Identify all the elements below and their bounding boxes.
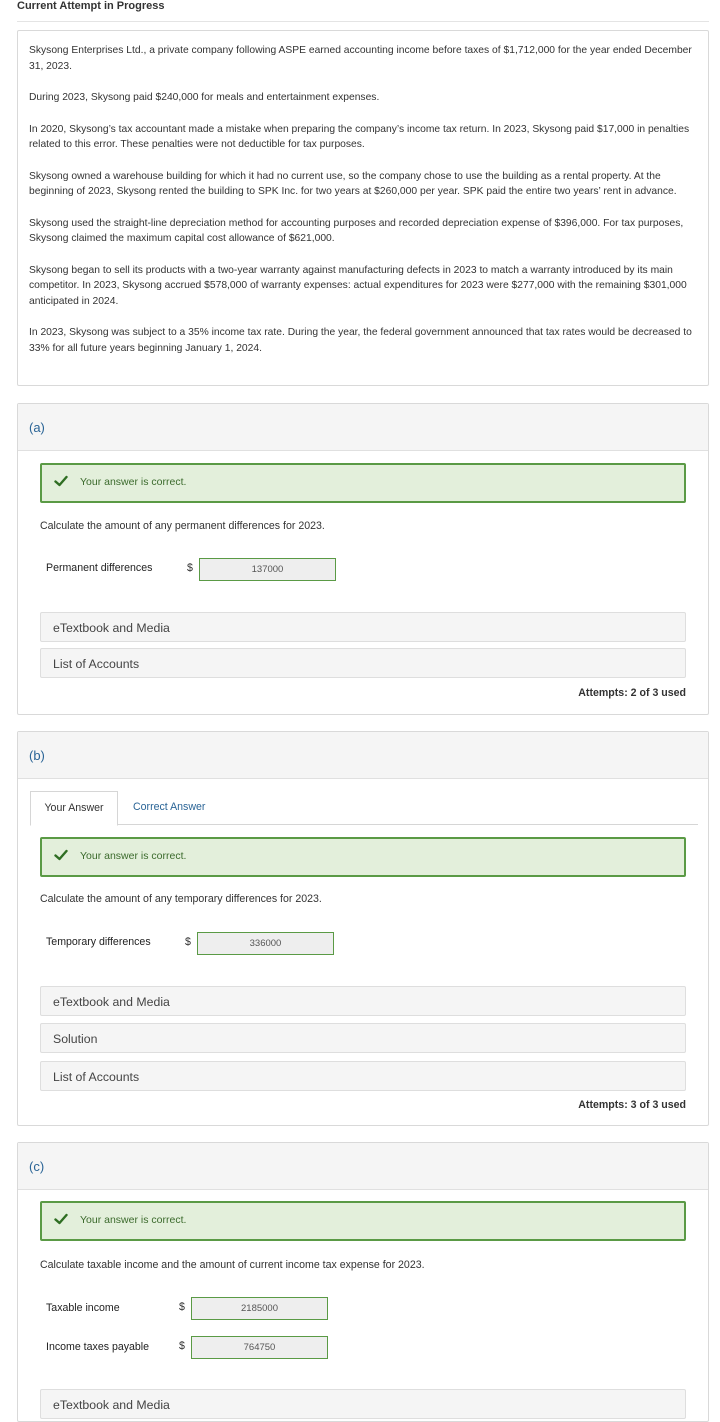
problem-paragraph: Skysong Enterprises Ltd., a private company following ASPE earned accounting income before taxes of $1,712,000 for the year ended December 31, 2023. bbox=[29, 45, 692, 72]
attempts-counter: Attempts: 3 of 3 used bbox=[578, 1099, 686, 1111]
check-icon bbox=[54, 474, 68, 488]
income-taxes-payable-label: Income taxes payable bbox=[46, 1341, 150, 1353]
temporary-differences-input[interactable] bbox=[197, 932, 334, 955]
correct-feedback bbox=[40, 463, 686, 503]
part-c-panel bbox=[17, 1142, 709, 1422]
currency-symbol: $ bbox=[185, 936, 191, 948]
feedback-text: Your answer is correct. bbox=[80, 850, 187, 862]
problem-paragraph: Skysong used the straight-line depreciation method for accounting purposes and recorded depreciation expense of $396,000. For tax purposes, Skysong claimed the maximum capital cost allowance of $621,000. bbox=[29, 217, 684, 244]
check-icon bbox=[54, 848, 68, 862]
feedback-text: Your answer is correct. bbox=[80, 1214, 187, 1226]
taxable-income-label: Taxable income bbox=[46, 1302, 120, 1314]
problem-paragraph: Skysong owned a warehouse building for which it had no current use, so the company chose to use the building as a rental property. At the beginning of 2023, Skysong rented the building to SPK Inc. for two years at $260,000 per year. SPK paid the entire two years’ rent in advance. bbox=[29, 170, 677, 197]
problem-paragraph: During 2023, Skysong paid $240,000 for meals and entertainment expenses. bbox=[29, 92, 380, 103]
tab-correct-answer[interactable]: Correct Answer bbox=[133, 801, 206, 813]
income-taxes-payable-input[interactable] bbox=[191, 1336, 328, 1359]
taxable-income-input[interactable] bbox=[191, 1297, 328, 1320]
problem-paragraph: Skysong began to sell its products with a two-year warranty against manufacturing defects in 2023 to match a warranty introduced by its main competitor. In 2023, Skysong accrued $578,000 of warranty expenses: actual expenditures for 2023 were $277,000 with the remaining $301,000 anticipated in 2024. bbox=[29, 264, 687, 307]
correct-feedback bbox=[40, 1201, 686, 1241]
permanent-differences-input[interactable] bbox=[199, 558, 336, 581]
correct-feedback bbox=[40, 837, 686, 877]
problem-paragraph: In 2020, Skysong’s tax accountant made a mistake when preparing the company’s income tax return. In 2023, Skysong paid $17,000 in penalties related to this error. These penalties were not deductible for tax purposes. bbox=[29, 123, 690, 150]
feedback-text: Your answer is correct. bbox=[80, 476, 187, 488]
problem-paragraph: In 2023, Skysong was subject to a 35% income tax rate. During the year, the federal government announced that tax rates would be decreased to 33% for all future years beginning January 1, 2024. bbox=[29, 327, 692, 354]
permanent-differences-label: Permanent differences bbox=[46, 562, 153, 574]
instruction-text: Calculate taxable income and the amount of current income tax expense for 2023. bbox=[40, 1259, 425, 1271]
list-of-accounts-button[interactable]: List of Accounts bbox=[40, 648, 686, 678]
answer-tabs bbox=[30, 791, 698, 825]
check-icon bbox=[54, 1212, 68, 1226]
currency-symbol: $ bbox=[187, 562, 193, 574]
attempts-counter: Attempts: 2 of 3 used bbox=[578, 687, 686, 699]
instruction-text: Calculate the amount of any permanent differences for 2023. bbox=[40, 520, 325, 532]
list-of-accounts-button[interactable]: List of Accounts bbox=[40, 1061, 686, 1091]
currency-symbol: $ bbox=[179, 1340, 185, 1352]
tab-your-answer[interactable]: Your Answer bbox=[30, 791, 118, 826]
part-a-panel bbox=[17, 403, 709, 715]
part-c-header: (c) bbox=[18, 1143, 708, 1190]
part-b-panel bbox=[17, 731, 709, 1126]
currency-symbol: $ bbox=[179, 1301, 185, 1313]
part-b-header: (b) bbox=[18, 732, 708, 779]
page-title: Current Attempt in Progress bbox=[17, 0, 709, 22]
instruction-text: Calculate the amount of any temporary differences for 2023. bbox=[40, 893, 322, 905]
etextbook-media-button[interactable]: eTextbook and Media bbox=[40, 612, 686, 642]
problem-statement bbox=[17, 30, 709, 386]
solution-button[interactable]: Solution bbox=[40, 1023, 686, 1053]
temporary-differences-label: Temporary differences bbox=[46, 936, 151, 948]
etextbook-media-button[interactable]: eTextbook and Media bbox=[40, 1389, 686, 1419]
part-a-header: (a) bbox=[18, 404, 708, 451]
etextbook-media-button[interactable]: eTextbook and Media bbox=[40, 986, 686, 1016]
